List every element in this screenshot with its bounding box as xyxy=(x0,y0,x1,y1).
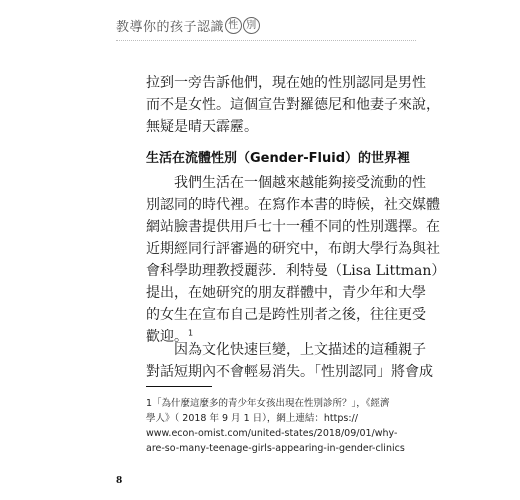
paragraph-3 xyxy=(146,339,433,383)
circled-character: 性 xyxy=(225,17,242,34)
text-line: 的女生在宣布自己是跨性別者之後，往往更受 xyxy=(146,307,426,323)
footnote-reference[interactable]: 1 xyxy=(188,328,194,338)
paragraph-1 xyxy=(146,72,440,138)
text-fragment: 歡迎。 xyxy=(146,329,188,345)
text-line: 拉到一旁告訴他們，現在她的性別認同是男性 xyxy=(146,75,426,91)
text-line: 網站臉書提供用戶七十一種不同的性別選擇。在 xyxy=(146,219,440,235)
book-title: 教導你的孩子認識 xyxy=(116,20,225,35)
footnote-line: 學人》（ 2018 年 9 月 1 日），網上連結：https:// xyxy=(146,413,358,424)
footnote xyxy=(146,396,416,456)
text-line: 提出，在她研究的朋友群體中，青少年和大學 xyxy=(146,285,426,301)
footnote-link[interactable]: are-so-many-teenage-girls-appearing-in-gender-clinics xyxy=(146,443,405,454)
footnote-link[interactable]: www.econ-omist.com/united-states/2018/09/01/why- xyxy=(146,428,398,439)
text-line: 我們生活在一個越來越能夠接受流動的性 xyxy=(174,175,426,191)
text-line: 會科學助理教授麗莎．利特曼（Lisa Littman） xyxy=(146,263,446,279)
circled-character: 別 xyxy=(243,17,260,34)
header-rule xyxy=(116,40,416,41)
text-line: 無疑是晴天霹靂。 xyxy=(146,119,258,135)
footnote-line: 1「為什麼這麼多的青少年女孩出現在性別診所？」，《經濟 xyxy=(146,398,390,409)
text-line: 近期經同行評審過的研究中，布朗大學行為與社 xyxy=(146,241,440,257)
text-line: 而不是女性。這個宣告對羅德尼和他妻子來說， xyxy=(146,97,440,113)
paragraph-2 xyxy=(146,172,446,348)
text-line: 別認同的時代裡。在寫作本書的時候，社交媒體 xyxy=(146,197,440,213)
running-header xyxy=(116,16,260,35)
text-line: 因為文化快速巨變，上文描述的這種親子 xyxy=(174,342,426,358)
footnote-rule xyxy=(146,386,212,387)
section-heading: 生活在流體性別（Gender-Fluid）的世界裡 xyxy=(146,151,411,166)
page-number: 8 xyxy=(116,476,123,486)
text-line: 對話短期內不會輕易消失。「性別認同」將會成 xyxy=(146,364,433,380)
